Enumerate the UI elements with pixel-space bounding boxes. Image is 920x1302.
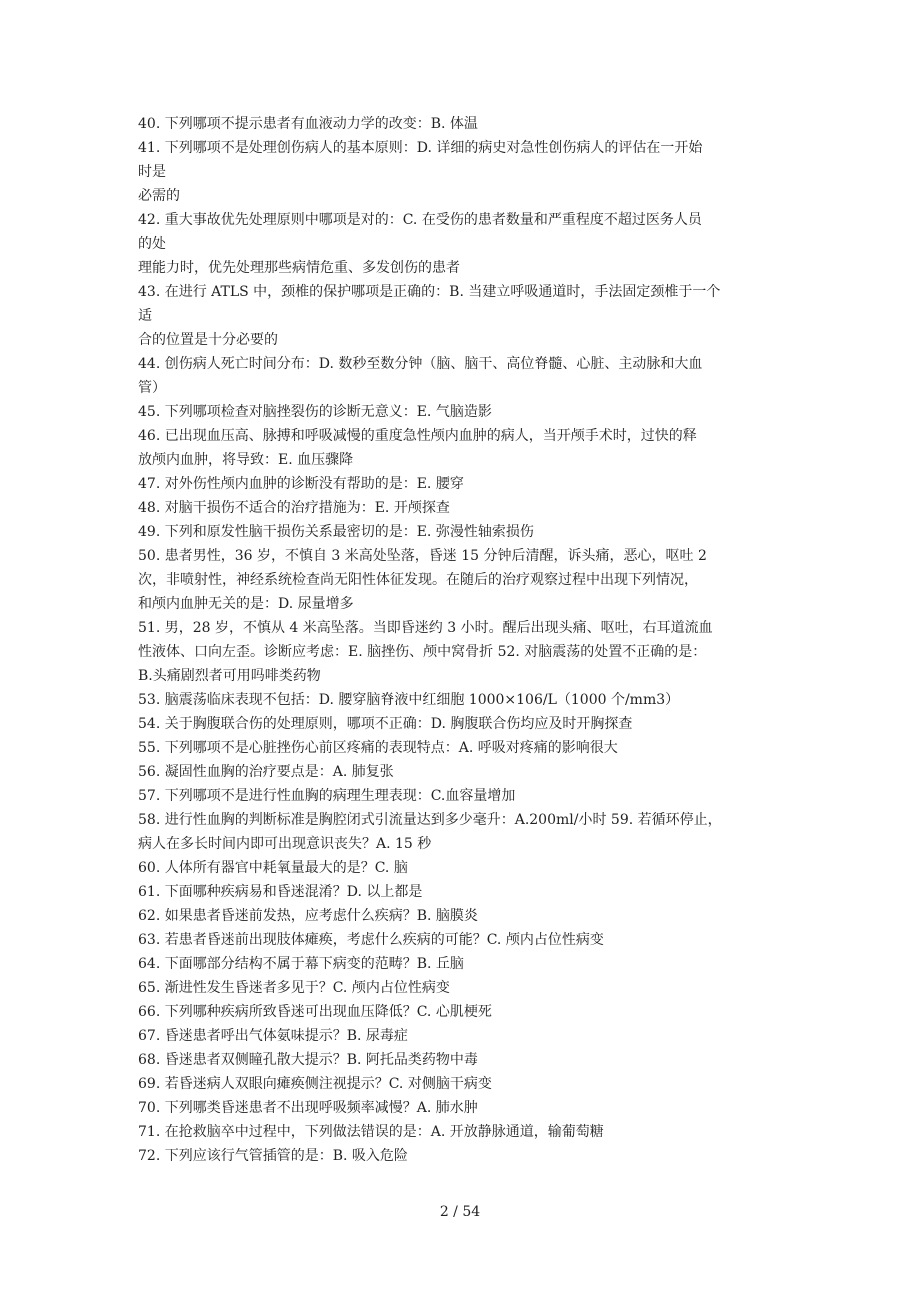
text-line: 46. 已出现血压高、脉搏和呼吸减慢的重度急性颅内血肿的病人，当开颅手术时，过快的释 xyxy=(138,428,697,444)
text-line: 56. 凝固性血胸的治疗要点是：A. 肺复张 xyxy=(138,764,394,780)
text-line: 51. 男，28 岁，不慎从 4 米高坠落。当即昏迷约 3 小时。醒后出现头痛、呕吐，右耳道流血 xyxy=(138,620,713,636)
text-line: 45. 下列哪项检查对脑挫裂伤的诊断无意义：E. 气脑造影 xyxy=(138,404,492,420)
text-line: 70. 下列哪类昏迷患者不出现呼吸频率减慢？A. 肺水肿 xyxy=(138,1100,478,1116)
text-line: B.头痛剧烈者可用吗啡类药物 xyxy=(138,668,321,684)
text-line: 58. 进行性血胸的判断标准是胸腔闭式引流量达到多少毫升：A.200ml/小时 59. 若循环停止， xyxy=(138,812,722,828)
text-line: 性液体、口向左歪。诊断应考虑：E. 脑挫伤、颅中窝骨折 52. 对脑震荡的处置不正确的是： xyxy=(138,644,707,660)
text-line: 53. 脑震荡临床表现不包括：D. 腰穿脑脊液中红细胞 1000×106/L（1000 个/mm3） xyxy=(138,692,680,708)
text-line: 60. 人体所有器官中耗氧量最大的是？C. 脑 xyxy=(138,860,408,876)
text-line: 理能力时，优先处理那些病情危重、多发创伤的患者 xyxy=(138,260,460,276)
text-line: 66. 下列哪种疾病所致昏迷可出现血压降低？C. 心肌梗死 xyxy=(138,1004,492,1020)
text-line: 55. 下列哪项不是心脏挫伤心前区疼痛的表现特点：A. 呼吸对疼痛的影响很大 xyxy=(138,740,618,756)
text-line: 47. 对外伤性颅内血肿的诊断没有帮助的是：E. 腰穿 xyxy=(138,476,464,492)
text-line: 50. 患者男性，36 岁，不慎自 3 米高处坠落，昏迷 15 分钟后清醒，诉头痛，恶心，呕吐 2 xyxy=(138,548,707,564)
text-line: 61. 下面哪种疾病易和昏迷混淆？D. 以上都是 xyxy=(138,884,423,900)
text-line: 44. 创伤病人死亡时间分布：D. 数秒至数分钟（脑、脑干、高位脊髓、心脏、主动脉和大血 xyxy=(138,356,703,372)
text-line: 管） xyxy=(138,380,166,396)
text-line: 40. 下列哪项不提示患者有血液动力学的改变：B. 体温 xyxy=(138,116,478,132)
text-line: 病人在多长时间内即可出现意识丧失？A. 15 秒 xyxy=(138,836,432,852)
text-line: 57. 下列哪项不是进行性血胸的病理生理表现：C.血容量增加 xyxy=(138,788,516,804)
text-line: 49. 下列和原发性脑干损伤关系最密切的是：E. 弥漫性轴索损伤 xyxy=(138,524,534,540)
text-line: 次，非喷射性，神经系统检查尚无阳性体征发现。在随后的治疗观察过程中出现下列情况， xyxy=(138,572,698,588)
text-line: 68. 昏迷患者双侧瞳孔散大提示？B. 阿托品类药物中毒 xyxy=(138,1052,478,1068)
text-line: 42. 重大事故优先处理原则中哪项是对的：C. 在受伤的患者数量和严重程度不超过医务人员 xyxy=(138,212,702,228)
text-line: 放颅内血肿，将导致：E. 血压骤降 xyxy=(138,452,354,468)
text-line: 65. 渐进性发生昏迷者多见于？C. 颅内占位性病变 xyxy=(138,980,450,996)
text-line: 69. 若昏迷病人双眼向瘫痪侧注视提示？C. 对侧脑干病变 xyxy=(138,1076,492,1092)
text-line: 48. 对脑干损伤不适合的治疗措施为：E. 开颅探查 xyxy=(138,500,450,516)
text-line: 71. 在抢救脑卒中过程中，下列做法错误的是：A. 开放静脉通道，输葡萄糖 xyxy=(138,1124,604,1140)
text-line: 必需的 xyxy=(138,188,180,204)
text-line: 和颅内血肿无关的是：D. 尿量增多 xyxy=(138,596,354,612)
text-line: 54. 关于胸腹联合伤的处理原则，哪项不正确：D. 胸腹联合伤均应及时开胸探查 xyxy=(138,716,633,732)
text-line: 72. 下列应该行气管插管的是：B. 吸入危险 xyxy=(138,1148,408,1164)
text-line: 43. 在进行 ATLS 中，颈椎的保护哪项是正确的：B. 当建立呼吸通道时，手法固定颈椎于一个 xyxy=(138,284,721,300)
text-line: 合的位置是十分必要的 xyxy=(138,332,278,348)
text-line: 62. 如果患者昏迷前发热，应考虑什么疾病？B. 脑膜炎 xyxy=(138,908,478,924)
page-number: 2 / 54 xyxy=(439,1204,481,1220)
text-line: 的处 xyxy=(138,236,166,252)
text-line: 41. 下列哪项不是处理创伤病人的基本原则：D. 详细的病史对急性创伤病人的评估在一开始 xyxy=(138,140,703,156)
text-line: 时是 xyxy=(138,164,166,180)
page-content xyxy=(138,112,786,1168)
text-line: 64. 下面哪部分结构不属于幕下病变的范畴？B. 丘脑 xyxy=(138,956,464,972)
text-line: 67. 昏迷患者呼出气体氨味提示？B. 尿毒症 xyxy=(138,1028,408,1044)
text-line: 63. 若患者昏迷前出现肢体瘫痪，考虑什么疾病的可能？C. 颅内占位性病变 xyxy=(138,932,604,948)
text-line: 适 xyxy=(138,308,152,324)
